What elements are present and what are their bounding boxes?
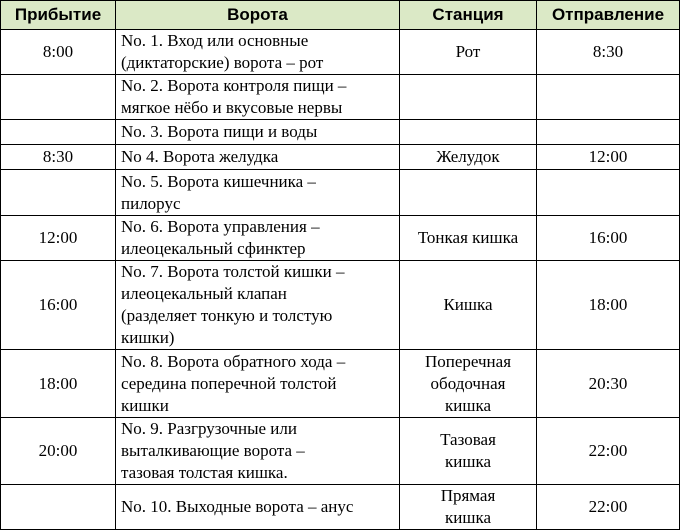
table-row: [1, 170, 680, 216]
gate-cell: No. 1. Вход или основные (диктаторские) ворота – рот: [116, 30, 400, 75]
arrival-cell: [1, 170, 116, 216]
table-row: [1, 145, 680, 170]
departure-cell: [537, 120, 680, 145]
table-row: [1, 75, 680, 120]
station-cell: Тонкая кишка: [400, 216, 537, 261]
gate-cell: No. 5. Ворота кишечника – пилорус: [116, 170, 400, 216]
header-gate: Ворота: [116, 1, 400, 30]
arrival-cell: [1, 75, 116, 120]
header-arrival: Прибытие: [1, 1, 116, 30]
table-row: [1, 485, 680, 530]
departure-cell: 18:00: [537, 261, 680, 350]
arrival-cell: [1, 120, 116, 145]
station-cell: Желудок: [400, 145, 537, 170]
station-cell: Кишка: [400, 261, 537, 350]
table-row: [1, 120, 680, 145]
station-cell: [400, 170, 537, 216]
header-departure: Отправление: [537, 1, 680, 30]
station-cell: Поперечная ободочная кишка: [400, 350, 537, 418]
arrival-cell: 12:00: [1, 216, 116, 261]
departure-cell: 22:00: [537, 418, 680, 485]
table-row: [1, 350, 680, 418]
gate-cell: No. 8. Ворота обратного хода – середина поперечной толстой кишки: [116, 350, 400, 418]
arrival-cell: 8:30: [1, 145, 116, 170]
arrival-cell: 20:00: [1, 418, 116, 485]
departure-cell: [537, 170, 680, 216]
departure-cell: 22:00: [537, 485, 680, 530]
station-cell: [400, 120, 537, 145]
departure-cell: 16:00: [537, 216, 680, 261]
station-cell: [400, 75, 537, 120]
departure-cell: [537, 75, 680, 120]
header-station: Станция: [400, 1, 537, 30]
station-cell: Рот: [400, 30, 537, 75]
table-row: [1, 418, 680, 485]
departure-cell: 8:30: [537, 30, 680, 75]
table-row: [1, 216, 680, 261]
station-cell: Прямая кишка: [400, 485, 537, 530]
arrival-cell: 18:00: [1, 350, 116, 418]
station-cell: Тазовая кишка: [400, 418, 537, 485]
arrival-cell: [1, 485, 116, 530]
departure-cell: 12:00: [537, 145, 680, 170]
gate-cell: No. 7. Ворота толстой кишки – илеоцекальный клапан (разделяет тонкую и толстую кишки): [116, 261, 400, 350]
departure-cell: 20:30: [537, 350, 680, 418]
gate-cell: No. 9. Разгрузочные или выталкивающие ворота – тазовая толстая кишка.: [116, 418, 400, 485]
header-row: [1, 1, 680, 30]
table-row: [1, 30, 680, 75]
gate-cell: No. 2. Ворота контроля пищи – мягкое нёбо и вкусовые нервы: [116, 75, 400, 120]
arrival-cell: 16:00: [1, 261, 116, 350]
gate-cell: No. 3. Ворота пищи и воды: [116, 120, 400, 145]
gate-cell: No 4. Ворота желудка: [116, 145, 400, 170]
arrival-cell: 8:00: [1, 30, 116, 75]
table-row: [1, 261, 680, 350]
gate-cell: No. 6. Ворота управления – илеоцекальный сфинктер: [116, 216, 400, 261]
gate-cell: No. 10. Выходные ворота – анус: [116, 485, 400, 530]
